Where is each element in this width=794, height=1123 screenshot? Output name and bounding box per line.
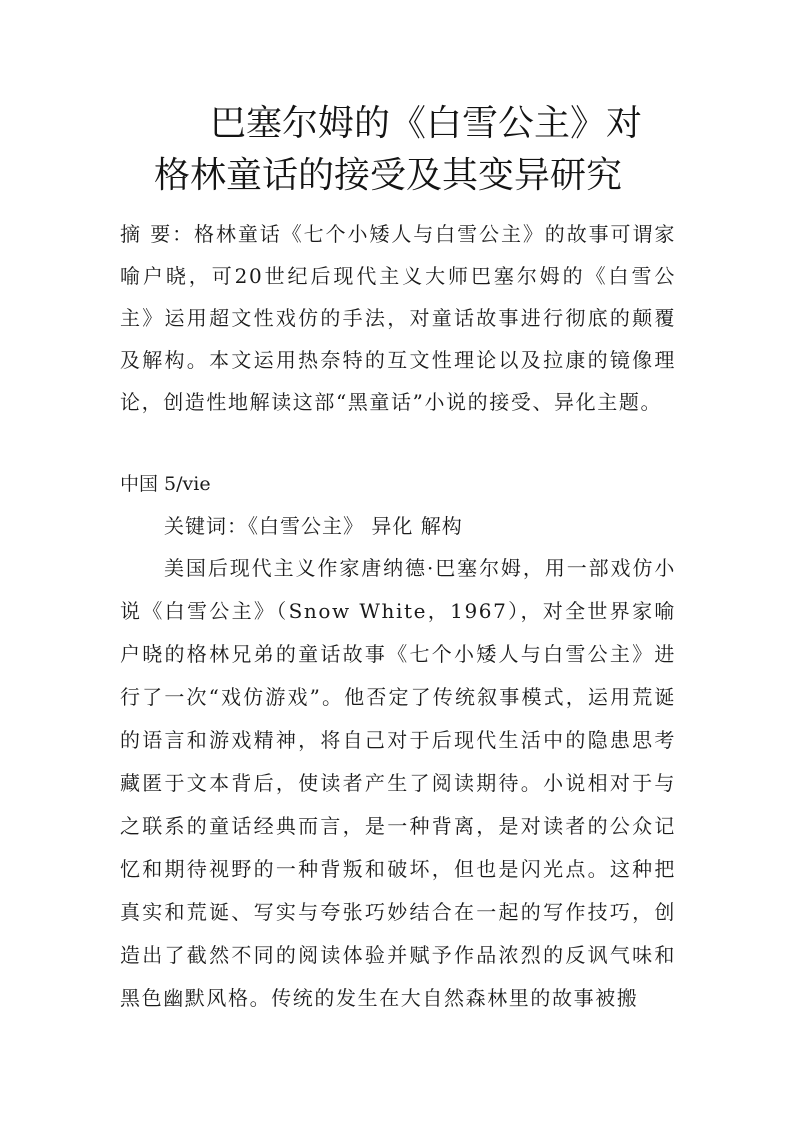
document-title (120, 98, 680, 202)
body-paragraph: 美国后现代主义作家唐纳德·巴塞尔姆，用一部戏仿小说《白雪公主》（Snow White，1967），对全世界家喻户晓的格林兄弟的童话故事《七个小矮人与白雪公主》进行了一次“戏仿游戏”。他否定了传统叙事模式，运用荒诞的语言和游戏精神，将自己对于后现代生活中的隐患思考藏匿于文本背后，使读者产生了阅读期待。小说相对于与之联系的童话经典而言，是一种背离，是对读者的公众记忆和期待视野的一种背叛和破坏，但也是闪光点。这种把真实和荒诞、写实与夸张巧妙结合在一起的写作技巧，创造出了截然不同的阅读体验并赋予作品浓烈的反讽气味和黑色幽默风格。传统的发生在大自然森林里的故事被搬 (120, 556, 676, 1010)
abstract-paragraph: 摘 要：格林童话《七个小矮人与白雪公主》的故事可谓家喻户晓，可20世纪后现代主义大师巴塞尔姆的《白雪公主》运用超文性戏仿的手法，对童话故事进行彻底的颠覆及解构。本文运用热奈特的互文性理论以及拉康的镜像理论，创造性地解读这部“黑童话”小说的接受、异化主题。 (120, 222, 676, 414)
title-line-2: 格林童话的接受及其变异研究 (154, 155, 623, 196)
classification-line: 中国 5/vie (120, 473, 211, 495)
keywords-line: 关键词：《白雪公主》 异化 解构 (164, 514, 463, 538)
title-line-1: 巴塞尔姆的《白雪公主》对 (210, 103, 643, 144)
